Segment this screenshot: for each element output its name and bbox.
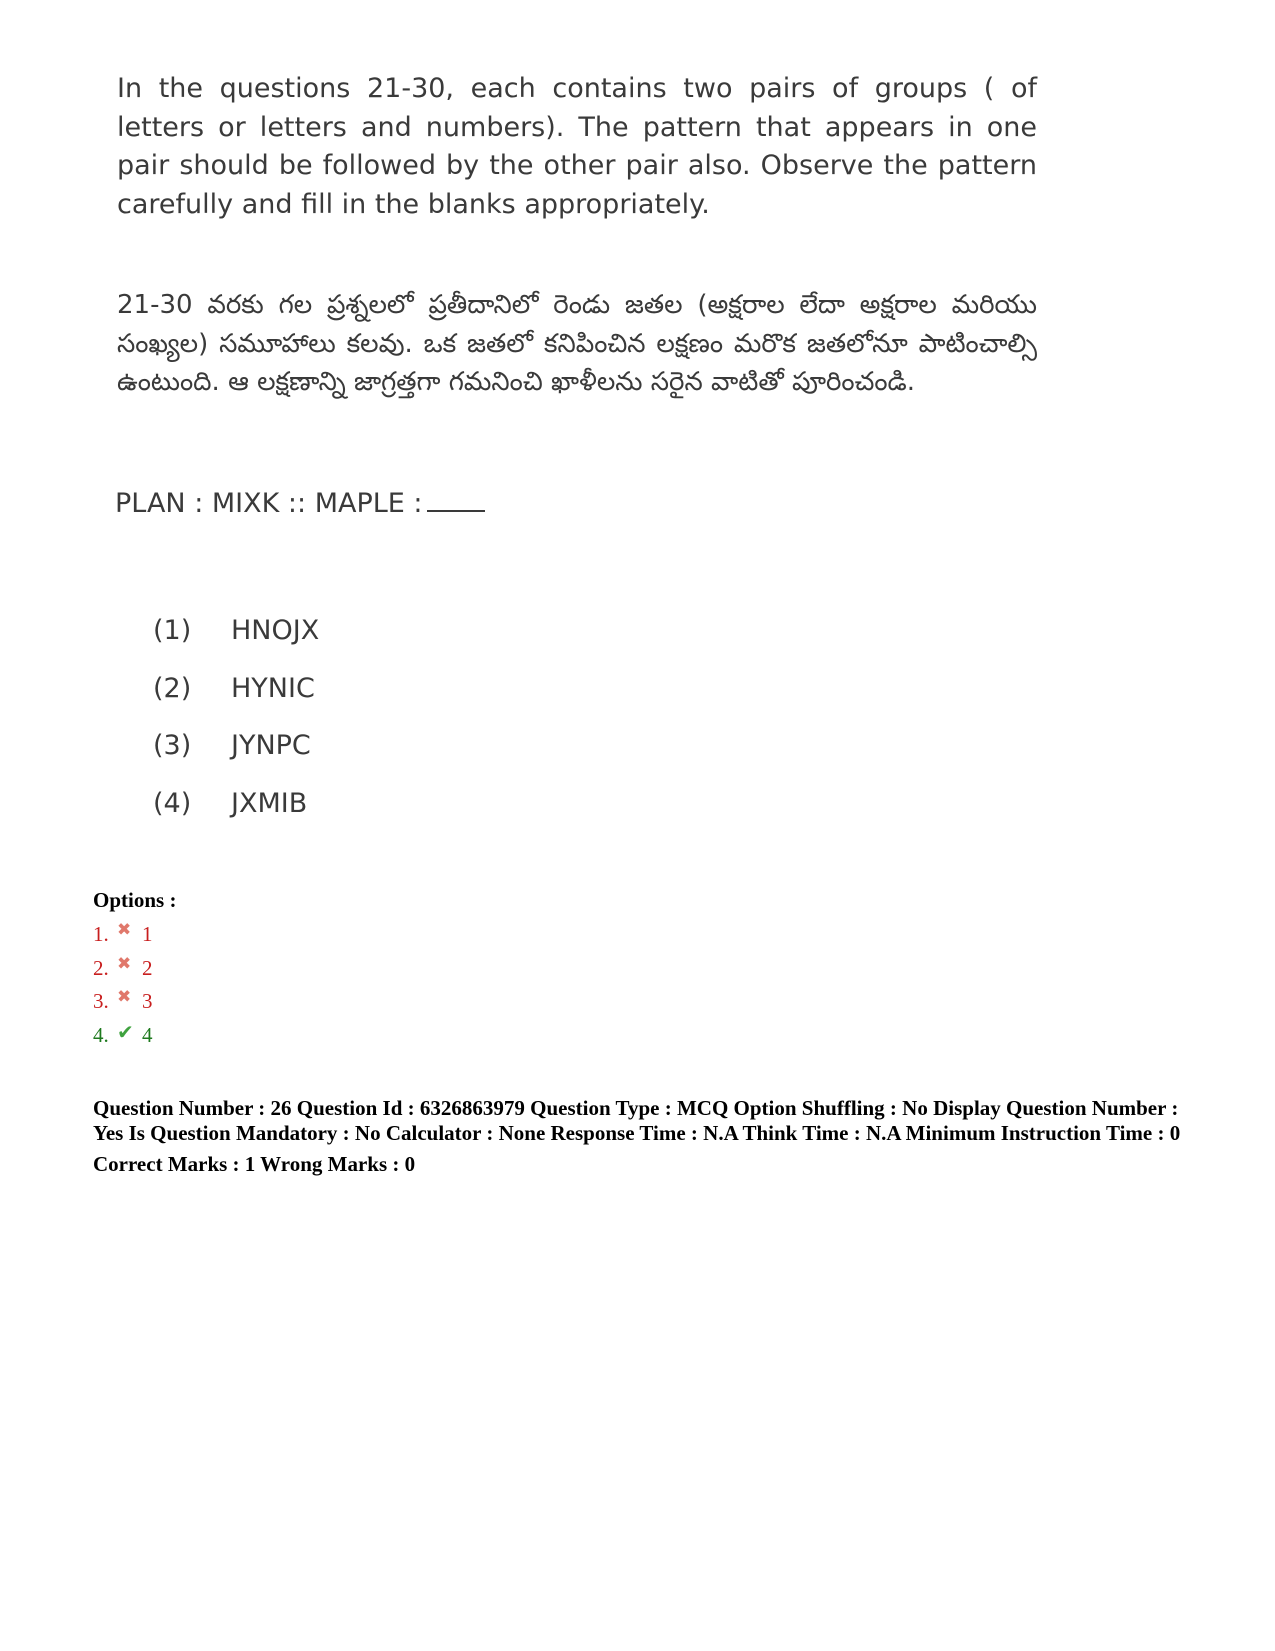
question-image (115, 70, 1037, 819)
answer-blank (427, 490, 485, 512)
choice-1 (153, 602, 319, 660)
choice-text: HYNIC (231, 672, 315, 704)
answer-choices (153, 602, 319, 832)
choice-text: JXMIB (231, 787, 308, 819)
choice-number: (3) (153, 730, 192, 761)
option-number: 1. (93, 922, 109, 946)
option-number: 4. (93, 1022, 109, 1047)
option-number: 3. (93, 989, 109, 1013)
option-4 (93, 1019, 176, 1053)
question-metadata (93, 1096, 1183, 1177)
cross-icon: ✖ (117, 953, 132, 973)
question-details: Question Number : 26 Question Id : 6326863979 Question Type : MCQ Option Shuffling : No Display Question Number : Yes Is Question Mandatory : No Calculator : None Response Time : N.A Think Time : N.A Minimum Instruction Time : 0 (93, 1096, 1181, 1145)
cross-icon: ✖ (117, 987, 132, 1006)
choice-2 (153, 660, 319, 718)
option-value: 4 (142, 1022, 153, 1047)
option-value: 2 (142, 955, 153, 980)
analogy-text: PLAN : MIXK :: MAPLE : (115, 488, 423, 519)
choice-text: JYNPC (231, 730, 311, 761)
analogy-question (115, 488, 485, 519)
options-title: Options : (93, 888, 177, 912)
choice-number: (2) (153, 672, 192, 704)
marks-info: Correct Marks : 1 Wrong Marks : 0 (93, 1152, 416, 1176)
choice-3 (153, 717, 319, 775)
option-value: 1 (142, 922, 153, 946)
choice-text: HNOJX (231, 615, 320, 646)
choice-number: (4) (153, 787, 192, 819)
option-value: 3 (142, 989, 153, 1013)
instruction-telugu: 21-30 వరకు గల ప్రశ్నలలో ప్రతీదానిలో రెండు జతల (అక్షరాల లేదా అక్షరాల మరియు సంఖ్యల) సమూహాలు కలవు. ఒక జతలో కనిపించిన లక్షణం మరొక జతలోనూ పాటించాల్సి ఉంటుంది. ఆ లక్షణాన్ని జాగ్రత్తగా గమనించి ఖాళీలను సరైన వాటితో పూరించండి. (117, 290, 1037, 397)
option-3 (93, 985, 176, 1019)
instruction-english: In the questions 21-30, each contains two pairs of groups ( of letters or letters and numbers). The pattern that appears in one pair should be followed by the other pair also. Observe the pattern carefully and fill in the blanks appropriately. (117, 73, 1037, 220)
cross-icon: ✖ (117, 920, 132, 939)
options-section (93, 888, 176, 1052)
option-number: 2. (93, 955, 109, 980)
choice-number: (1) (153, 615, 192, 646)
choice-4 (153, 775, 319, 833)
check-icon: ✔ (117, 1021, 134, 1044)
